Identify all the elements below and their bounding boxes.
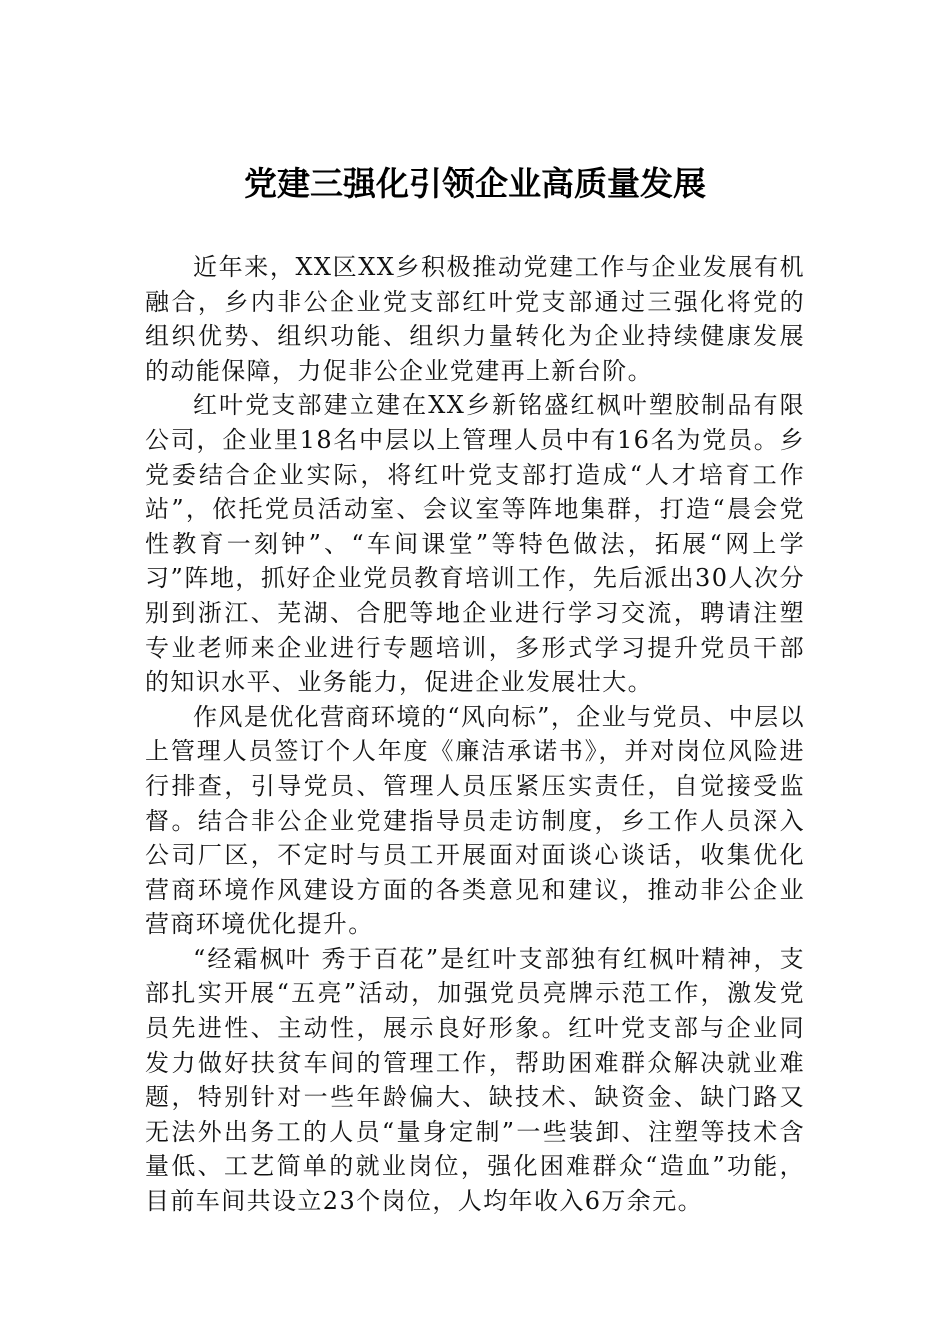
paragraph-intro: 近年来，XX区XX乡积极推动党建工作与企业发展有机融合，乡内非公企业党支部红叶党支部通过三强化将党的组织优势、组织功能、组织力量转化为企业持续健康发展的动能保障，力促非公企业党建再上新台阶。 bbox=[145, 253, 805, 385]
paragraph-poverty-workshop: “经霜枫叶 秀于百花”是红叶支部独有红枫叶精神，支部扎实开展“五亮”活动，加强党员亮牌示范工作，激发党员先进性、主动性，展示良好形象。红叶党支部与企业同发力做好扶贫车间的管理工作，帮助困难群众解决就业难题，特别针对一些年龄偏大、缺技术、缺资金、缺门路又无法外出务工的人员“量身定制”一些装卸、注塑等技术含量低、工艺简单的就业岗位，强化困难群众“造血”功能，目前车间共设立23个岗位，人均年收入6万余元。 bbox=[145, 944, 805, 1216]
document-body bbox=[145, 250, 805, 1219]
document-title: 党建三强化引领企业高质量发展 bbox=[244, 164, 706, 203]
paragraph-talent-training: 红叶党支部建立建在XX乡新铭盛红枫叶塑胶制品有限公司，企业里18名中层以上管理人员中有16名为党员。乡党委结合企业实际，将红叶党支部打造成“人才培育工作站”，依托党员活动室、会议室等阵地集群，打造“晨会党性教育一刻钟”、“车间课堂”等特色做法，拓展“网上学习”阵地，抓好企业党员教育培训工作，先后派出30人次分别到浙江、芜湖、合肥等地企业进行学习交流，聘请注塑专业老师来企业进行专题培训，多形式学习提升党员干部的知识水平、业务能力，促进企业发展壮大。 bbox=[145, 391, 805, 697]
paragraph-work-style: 作风是优化营商环境的“风向标”，企业与党员、中层以上管理人员签订个人年度《廉洁承诺书》，并对岗位风险进行排查，引导党员、管理人员压紧压实责任，自觉接受监督。结合非公企业党建指导员走访制度，乡工作人员深入公司厂区，不定时与员工开展面对面谈心谈话，收集优化营商环境作风建设方面的各类意见和建议，推动非公企业营商环境优化提升。 bbox=[145, 702, 805, 939]
